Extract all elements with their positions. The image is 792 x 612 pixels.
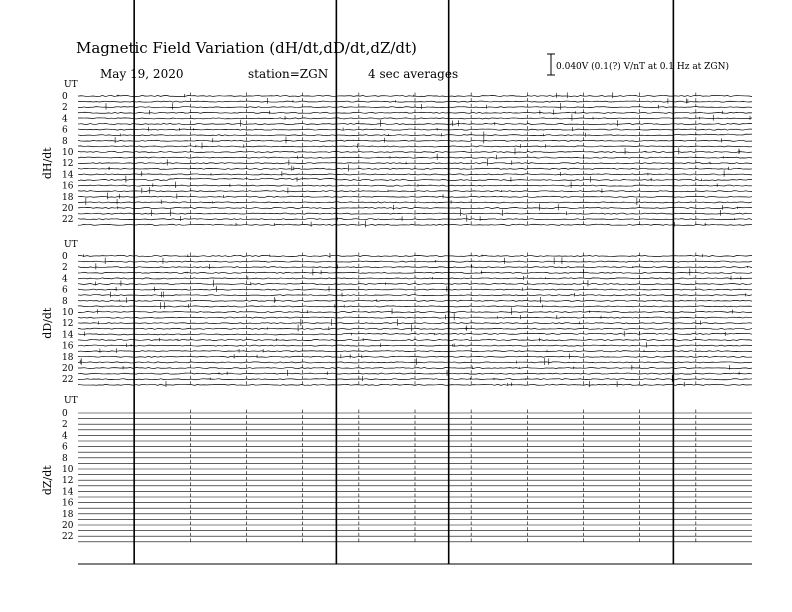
hour-tick-label: 2 [62, 263, 68, 274]
hour-tick-label: 0 [62, 252, 68, 262]
hour-tick-label: 10 [62, 465, 74, 475]
scale-bar [547, 54, 555, 75]
hour-tick-label: 6 [62, 285, 68, 296]
hour-tick-label: 0 [62, 409, 68, 419]
hour-tick-label: 12 [62, 319, 74, 330]
event-markers [134, 0, 792, 564]
panel-axis-label: dD/dt [41, 307, 54, 339]
panel-3 [41, 396, 752, 542]
chart-station: station=ZGN [248, 67, 329, 81]
hour-tick-label: 18 [62, 509, 74, 520]
hour-tick-label: 2 [62, 103, 68, 114]
hour-tick-label: 16 [62, 181, 74, 192]
ut-label: UT [64, 396, 78, 406]
panel-1 [41, 80, 752, 227]
hour-tick-label: 14 [62, 330, 74, 341]
ut-label: UT [64, 240, 78, 250]
hour-tick-label: 12 [62, 476, 74, 487]
hour-tick-label: 6 [62, 125, 68, 136]
hour-tick-label: 6 [62, 442, 68, 453]
hour-tick-label: 0 [62, 92, 68, 102]
hour-tick-label: 8 [62, 296, 68, 307]
chart-title: Magnetic Field Variation (dH/dt,dD/dt,dZ/dt) [76, 39, 417, 57]
hour-tick-label: 22 [62, 375, 74, 386]
hour-tick-label: 4 [62, 114, 68, 125]
hour-tick-label: 16 [62, 498, 74, 509]
panel-axis-label: dH/dt [41, 147, 54, 180]
hour-tick-label: 8 [62, 136, 68, 147]
scale-note: 0.040V (0.1(?) V/nT at 0.1 Hz at ZGN) [556, 62, 729, 72]
panel-2 [41, 240, 752, 387]
hour-tick-label: 22 [62, 215, 74, 226]
hour-tick-label: 4 [62, 431, 68, 442]
chart-date: May 19, 2020 [100, 67, 184, 81]
hour-tick-label: 10 [62, 308, 74, 318]
hour-tick-label: 14 [62, 170, 74, 181]
panel-axis-label: dZ/dt [41, 465, 54, 496]
hour-tick-label: 16 [62, 341, 74, 352]
hour-tick-label: 10 [62, 148, 74, 158]
hour-tick-label: 20 [62, 521, 74, 531]
panels [41, 80, 752, 542]
hour-tick-label: 22 [62, 532, 74, 543]
hour-tick-label: 4 [62, 274, 68, 285]
hour-tick-label: 8 [62, 453, 68, 464]
hour-tick-label: 14 [62, 487, 74, 498]
hour-tick-label: 20 [62, 364, 74, 374]
hour-tick-label: 18 [62, 192, 74, 203]
hour-tick-label: 12 [62, 159, 74, 170]
hour-tick-label: 2 [62, 420, 68, 431]
hour-tick-label: 20 [62, 204, 74, 214]
chart-averaging: 4 sec averages [368, 67, 459, 81]
ut-label: UT [64, 80, 78, 90]
hour-tick-label: 18 [62, 352, 74, 363]
